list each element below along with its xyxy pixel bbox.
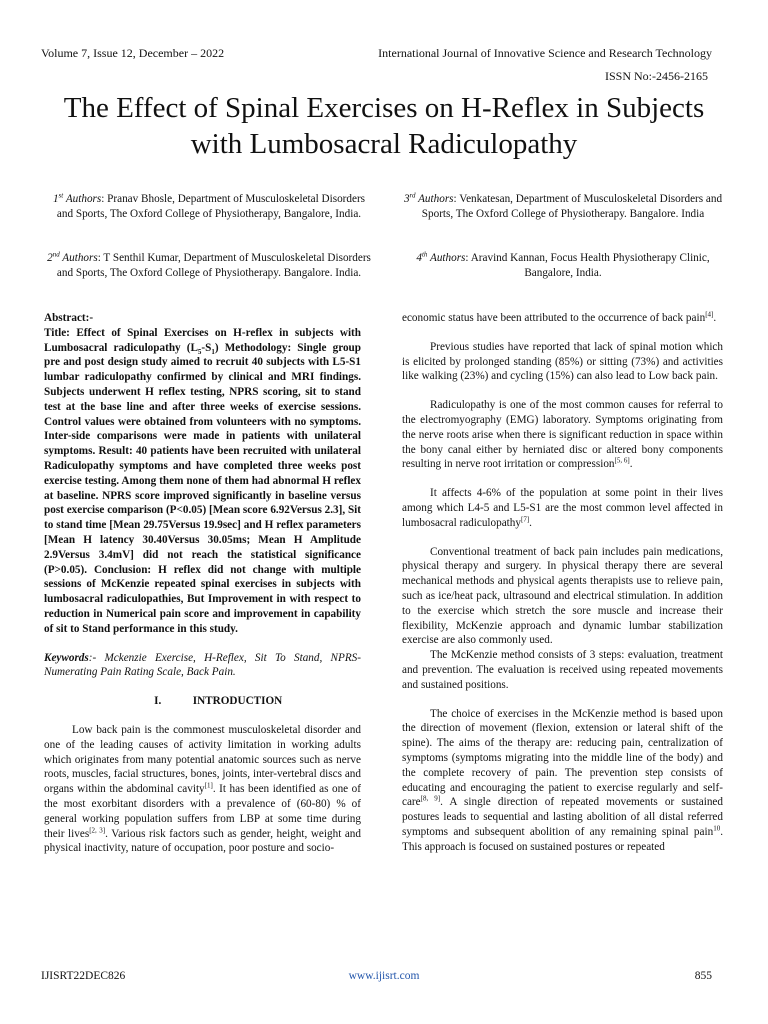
author-2: 2nd Authors: T Senthil Kumar, Department of Musculoskeletal Disorders and Sports, The Oxford College of Physiotherapy. Bangalore. India. xyxy=(47,250,371,279)
footer-website-link[interactable]: www.ijisrt.com xyxy=(348,970,420,982)
paper-title: The Effect of Spinal Exercises on H-Reflex in Subjects with Lumbosacral Radiculopathy xyxy=(63,92,705,160)
header-journal: International Journal of Innovative Science and Research Technology xyxy=(378,46,712,60)
right-column xyxy=(402,311,723,855)
continuation-paragraph: economic status have been attributed to the occurrence of back pain[4]. xyxy=(402,310,717,324)
paragraph-radiculopathy: Radiculopathy is one of the most common causes for referral to the electromyography (EMG) laboratory. Symptoms originating from the nerve roots arise when there is significant reduction in space within the bony canal either by herniated disc or altered bony components resulting in nerve root irritation or compression[5, 6]. xyxy=(402,399,723,471)
paragraph-exercise-choice: The choice of exercises in the McKenzie method is based upon the direction of movement (flexion, extension or lateral shift of the spine). The aims of the therapy are: reducing pain, centralization of symptoms (symptoms migrating into the middle line of the body) and the complete recovery of pain. The prevention step consists of educating and encouraging the patient to exercise regularly and self-care[8, 9]. A single direction of repeated movements or sustained postures leads to sequential and lasting abolition of all distal referred symptoms and subsequent abolition of any remaining spinal pain$^{10}$. This approach is focused on sustained postures or repeated xyxy=(402,707,723,853)
footer-paper-id: IJISRT22DEC826 xyxy=(41,970,126,982)
abstract-heading: Abstract:- xyxy=(44,312,94,324)
footer-page-number: 855 xyxy=(694,970,712,982)
paragraph-spinal-motion: Previous studies have reported that lack of spinal motion which is elicited by prolonged standing (85%) or sitting (73%) and activities like walking (23%) and cycling (15%) can also lead to Low back pain. xyxy=(402,340,723,383)
paragraph-prevalence: It affects 4-6% of the population at some point in their lives among which L4-5 and L5-S1 are the most common level affected in lumbosacral radiculopathy[7]. xyxy=(402,487,723,529)
author-3: 3rd Authors: Venkatesan, Department of Musculoskeletal Disorders and Sports, The Oxford College of Physiotherapy. Bangalore. India xyxy=(403,191,723,220)
author-1: 1st Authors: Pranav Bhosle, Department of Musculoskeletal Disorders and Sports, The Oxford College of Physiotherapy, Bangalore, India. xyxy=(52,191,366,220)
left-column xyxy=(44,311,361,856)
header-volume: Volume 7, Issue 12, December – 2022 xyxy=(41,46,225,60)
keywords: Keywords:- Mckenzie Exercise, H-Reflex, Sit To Stand, NPRS- Numerating Pain Rating Scale, Back Pain. xyxy=(44,651,361,679)
section-heading-introduction: I. INTRODUCTION xyxy=(154,695,283,708)
header-issn: ISSN No:-2456-2165 xyxy=(604,69,708,83)
author-4: 4th Authors: Aravind Kannan, Focus Health Physiotherapy Clinic, Bangalore, India. xyxy=(416,250,710,279)
intro-paragraph-1: Low back pain is the commonest musculoskeletal disorder and one of the leading causes of activity limitation in working adults which originates from many potential anatomic sources such as nerve roots, muscles, facial structures, bones, joints, inter-vertebral discs and organs within the abdominal cavity[1]. It has been identified as one of the most exorbitant disorders with a prevalence of (60-80) % of general working population suffers from LBP at some time during their lives[2, 3]. Various risk factors such as gender, height, weight and physical inactivity, nature of occupation, poor posture and socio- xyxy=(44,723,362,855)
paragraph-mckenzie-method: The McKenzie method consists of 3 steps: evaluation, treatment and prevention. The evaluation is received using repeated movements and sustained positions. xyxy=(402,649,723,691)
paragraph-treatment: Conventional treatment of back pain includes pain medications, physical therapy and surgery. In physical therapy there are several mechanical methods and physical agents therapists use to relieve pain, such as ice/heat pack, ultrasound and electrical stimulation. In addition to the exercise which stretch the sore muscle and increase their flexibility, McKenzie approach and dynamic lumbar stabilization exercise are also commonly used. xyxy=(402,545,723,647)
abstract-body: Title: Effect of Spinal Exercises on H-reflex in subjects with Lumbosacral radiculopathy $(L_5-S_1)$ Methodology: Single group pre and post design study aimed to recruit 40 subjects with L5-S1 lumbar radiculopathy confirmed by clinical and MRI findings. Subjects underwent H reflex testing, NPRS scoring, sit to stand test at the base line and after three weeks of exercise sessions. Control values were obtained from volunteers with no symptoms. Inter-side comparisons were made in patients with unilateral symptoms. Result: 40 patients have been recruited with unilateral Radiculopathy symptoms and have completed three weeks post exercise testing. Among them none of them had abnormal H reflex at baseline. NPRS score improved significantly in baseline versus post exercise comparison (P<0.05) [Mean score 6.92Versus 2.3], Sit to stand time [Mean 29.75Versus 19.9sec] and H reflex parameters [Mean H latency 30.40Versus 30.05ms; Mean H Amplitude 2.9Versus 3.4mV] did not reach the statistical significance (P>0.05). Conclusion: H reflex did not change with multiple sessions of McKenzie repeated spinal exercises in subjects with lumbosacral radiculopathies, But Improvement in with respect to reduction in Numerical pain score and improvement in capability of sit to Stand performance in this study. xyxy=(44,326,361,635)
